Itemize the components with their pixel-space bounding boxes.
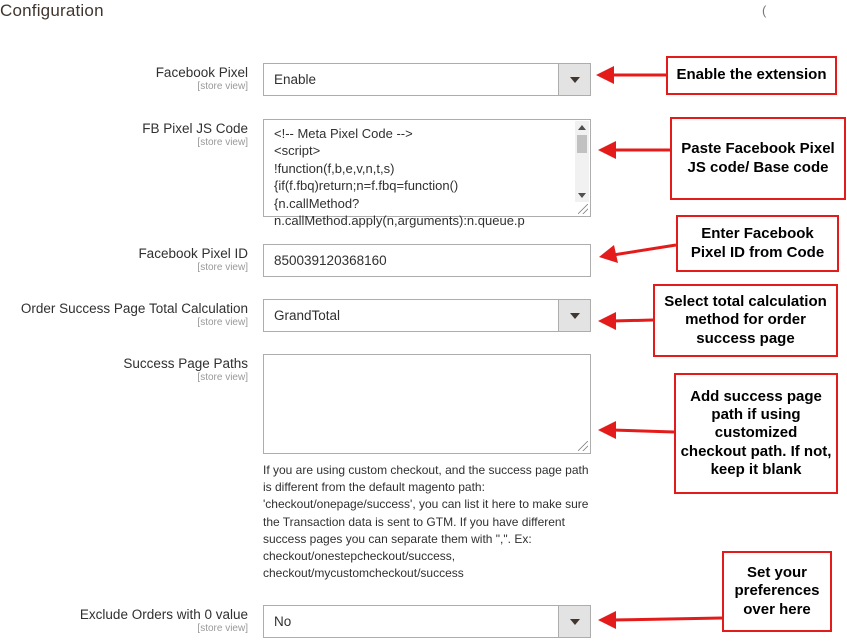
order-total-calc-scope: [store view] xyxy=(197,317,248,328)
facebook-pixel-id-label: Facebook Pixel ID xyxy=(138,246,248,261)
facebook-pixel-label: Facebook Pixel xyxy=(155,65,248,80)
exclude-zero-orders-value: No xyxy=(274,614,292,629)
exclude-zero-orders-label: Exclude Orders with 0 value xyxy=(79,607,248,622)
facebook-pixel-value: Enable xyxy=(274,72,317,87)
success-page-paths-note: If you are using custom checkout, and the success page path is different from the default magento path: 'checkout/onepage/success', you can list it here to make sure the Transaction data is sent to GTM. If you have different success pages you can separate them with ",". Ex: checkout/onestepcheckout/success, checkout/mycustomcheckout/success xyxy=(263,463,589,581)
arrow-total-calc xyxy=(612,320,653,321)
success-page-paths-scope: [store view] xyxy=(197,372,248,383)
callout-paste-code: Paste Facebook Pixel JS code/ Base code xyxy=(670,117,846,200)
facebook-pixel-id-value: 850039120368160 xyxy=(274,253,387,268)
callout-pixel-id: Enter Facebook Pixel ID from Code xyxy=(676,215,839,272)
fb-pixel-js-code-scope: [store view] xyxy=(197,137,248,148)
arrow-pixel-id xyxy=(613,245,676,255)
order-total-calc-label: Order Success Page Total Calculation xyxy=(20,301,248,316)
callout-total-calc: Select total calculation method for order success page xyxy=(653,284,838,357)
arrow-preferences xyxy=(612,618,722,620)
page-title: Configuration xyxy=(0,1,104,20)
callout-enable: Enable the extension xyxy=(666,56,837,95)
callout-success-path: Add success page path if using customized checkout path. If not, keep it blank xyxy=(674,373,838,494)
fb-pixel-js-code-text: <!-- Meta Pixel Code --> <script> !function(f,b,e,v,n,t,s) {if(f.fbq)return;n=f.fbq=function() {n.callMethod? n.callMethod.apply(n,arguments):n.queue.p xyxy=(274,126,525,229)
success-page-paths-label: Success Page Paths xyxy=(123,356,248,371)
corner-glyph: ( xyxy=(762,3,767,18)
exclude-zero-orders-scope: [store view] xyxy=(197,623,248,634)
order-total-calc-value: GrandTotal xyxy=(274,308,341,323)
facebook-pixel-id-scope: [store view] xyxy=(197,262,248,273)
arrow-success-path xyxy=(612,430,674,432)
fb-pixel-js-code-label: FB Pixel JS Code xyxy=(142,121,248,136)
callout-preferences: Set your preferences over here xyxy=(722,551,832,632)
facebook-pixel-scope: [store view] xyxy=(197,81,248,92)
